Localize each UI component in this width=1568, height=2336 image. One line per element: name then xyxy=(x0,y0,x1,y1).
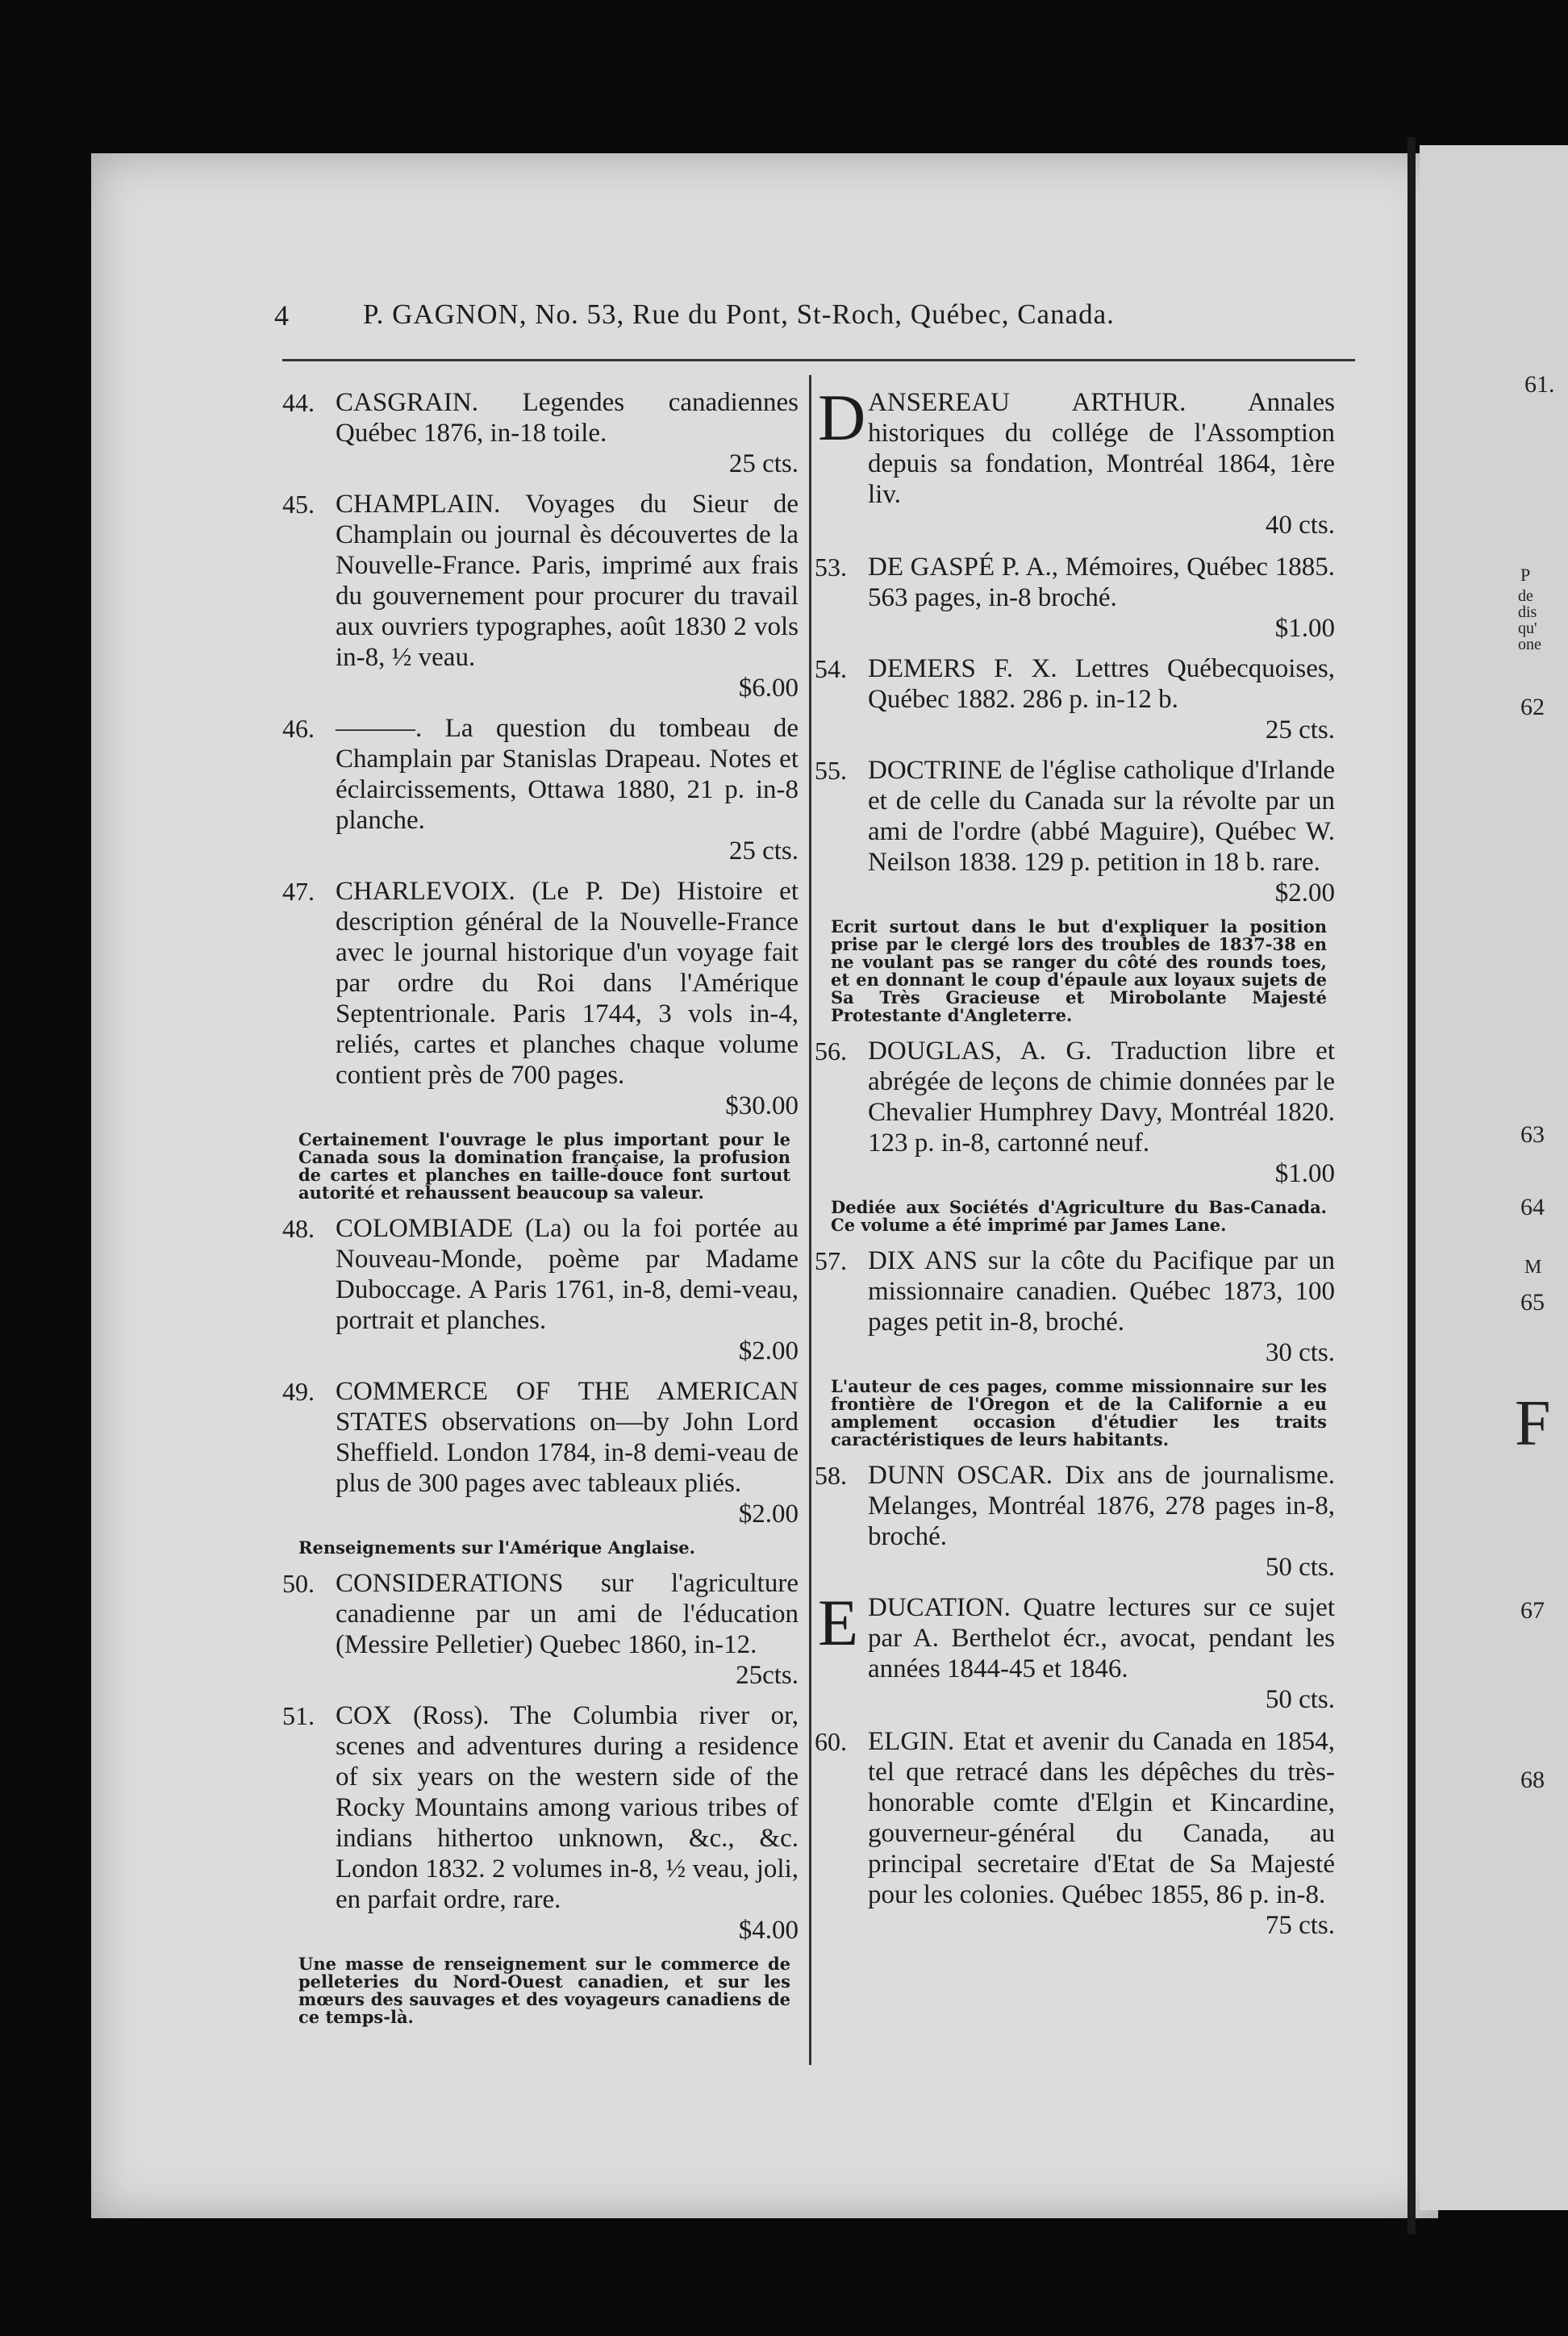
entry-number: 58. xyxy=(815,1461,847,1490)
entry-note: Une masse de renseignement sur le commerce de pelleteries du Nord-Ouest canadien, et sur les mœurs des sauvages et des voyageurs canadiens de ce temps-là. xyxy=(298,1954,790,2027)
entry-price: 25cts. xyxy=(736,1661,799,1690)
entry-text: CASGRAIN. Legendes canadiennes Québec 1876, in-18 toile. xyxy=(336,388,799,448)
fragment: 61. xyxy=(1524,371,1555,398)
entry-price: $2.00 xyxy=(738,1500,799,1529)
drop-cap: E xyxy=(818,1586,859,1659)
entry-number: 45. xyxy=(282,490,315,519)
entry-number: 44. xyxy=(282,388,315,417)
entry-price: 25 cts. xyxy=(728,449,799,478)
entry-text: COMMERCE OF THE AMERICAN STATES observations on—by John Lord Sheffield. London 1784, in-8 demi-veau de plus de 300 pages avec tableaux pliés. xyxy=(336,1377,799,1498)
entry-number: 55. xyxy=(815,756,847,785)
entry-text: DUCATION. Quatre lectures sur ce sujet par A. Berthelot écr., avocat, pendant les années 1844-45 et 1846. xyxy=(868,1593,1335,1683)
entry-number: 60. xyxy=(815,1727,847,1756)
entry-note: Renseignements sur l'Amérique Anglaise. xyxy=(298,1537,695,1558)
fragment: M xyxy=(1524,1257,1542,1278)
section-d-intro xyxy=(815,381,1335,540)
entry-text: COX (Ross). The Columbia river or, scenes and adventures during a residence of six years on the western side of the Rocky Mountains among various tribes of indians hithertoo unknown, &c., &c. London 1832. 2 volumes in-8, ½ veau, joli, en parfait ordre, rare. xyxy=(336,1701,799,1914)
entry-text: COLOMBIADE (La) ou la foi portée au Nouveau-Monde, poème par Madame Duboccage. A Paris 1761, in-8, demi-veau, portrait et planches. xyxy=(336,1214,799,1335)
entry-price: 25 cts. xyxy=(1265,715,1335,745)
catalog-entry xyxy=(282,387,799,479)
entry-text: DIX ANS sur la côte du Pacifique par un missionnaire canadien. Québec 1873, 100 pages petit in-8, broché. xyxy=(868,1246,1335,1337)
entry-text: CONSIDERATIONS sur l'agriculture canadienne par un ami de l'éducation (Messire Pelletier) Quebec 1860, in-12. xyxy=(336,1569,799,1659)
catalog-entry xyxy=(282,1376,799,1529)
fragment: one xyxy=(1518,636,1541,653)
entry-number: 46. xyxy=(282,714,315,743)
entry-number: 57. xyxy=(815,1246,847,1275)
catalog-entry xyxy=(282,713,799,866)
entry-number: 48. xyxy=(282,1214,315,1243)
column-divider xyxy=(809,375,811,2065)
adjacent-page-edge xyxy=(1420,145,1568,2210)
header-rule xyxy=(282,359,1355,361)
running-header: P. GAGNON, No. 53, Rue du Pont, St-Roch, Québec, Canada. xyxy=(363,298,1115,330)
catalog-entry xyxy=(815,1460,1335,1583)
catalog-entry xyxy=(815,1245,1335,1368)
fragment: P xyxy=(1520,565,1531,585)
entry-price: 40 cts. xyxy=(1265,511,1335,540)
entry-text: ———. La question du tombeau de Champlain par Stanislas Drapeau. Notes et éclaircissements, Ottawa 1880, 21 p. in-8 planche. xyxy=(336,714,799,835)
fragment: 64 xyxy=(1520,1194,1545,1220)
entry-price: $1.00 xyxy=(1274,614,1335,643)
entry-text: ELGIN. Etat et avenir du Canada en 1854, tel que retracé dans les dépêches du très-honorable comte d'Elgin et Kincardine, gouverneur-général du Canada, au principal secretaire d'Etat de Sa Majesté pour les colonies. Québec 1855, 86 p. in-8. xyxy=(868,1727,1335,1909)
entry-price: 75 cts. xyxy=(1265,1911,1335,1940)
entry-number: 49. xyxy=(282,1377,315,1406)
book-gutter xyxy=(1407,137,1416,2234)
entry-number: 51. xyxy=(282,1701,315,1730)
catalog-entry xyxy=(815,1726,1335,1941)
fragment: F xyxy=(1515,1388,1551,1459)
drop-cap: D xyxy=(818,381,866,454)
fragment: 65 xyxy=(1520,1289,1545,1316)
entry-number: 47. xyxy=(282,877,315,906)
entry-number: 56. xyxy=(815,1037,847,1066)
page-number: 4 xyxy=(274,299,289,332)
entry-price: 25 cts. xyxy=(728,836,799,866)
entry-price: $6.00 xyxy=(738,674,799,703)
entry-price: $30.00 xyxy=(725,1091,799,1120)
entry-text: DEMERS F. X. Lettres Québecquoises, Québec 1882. 286 p. in-12 b. xyxy=(868,654,1335,714)
catalog-entry xyxy=(815,755,1335,908)
entry-number: 50. xyxy=(282,1569,315,1598)
entry-text: CHAMPLAIN. Voyages du Sieur de Champlain ou journal ès découvertes de la Nouvelle-France. Paris, imprimé aux frais du gouvernement pour procurer du travail aux ouvriers typographes, août 1830 2 vols in-8, ½ veau. xyxy=(336,490,799,672)
entry-number: 54. xyxy=(815,654,847,683)
left-column xyxy=(282,387,799,2038)
fragment: de xyxy=(1518,587,1533,605)
entry-note: Ecrit surtout dans le but d'expliquer la position prise par le clergé lors des troubles de 1837-38 en ne voulant pas se ranger du côté des rounds toes, et en donnant le coup d'épaule aux loyaux sujets de Sa Très Gracieuse et Mirobolante Majesté Protestante d'Angleterre. xyxy=(831,916,1327,1025)
fragment: 67 xyxy=(1520,1597,1545,1624)
entry-price: $2.00 xyxy=(1274,878,1335,907)
entry-price: 50 cts. xyxy=(1265,1553,1335,1582)
entry-text: DOUGLAS, A. G. Traduction libre et abrégée de leçons de chimie données par le Chevalier Humphrey Davy, Montréal 1820. 123 p. in-8, cartonné neuf. xyxy=(868,1037,1335,1158)
fragment: 68 xyxy=(1520,1767,1545,1793)
entry-note: Dediée aux Sociétés d'Agriculture du Bas-Canada. Ce volume a été imprimé par James Lane. xyxy=(831,1197,1327,1235)
catalog-entry xyxy=(815,1036,1335,1189)
entry-note: Certainement l'ouvrage le plus important pour le Canada sous la domination française, la profusion de cartes et planches en taille-douce font surtout autorité et rehaussent beaucoup sa valeur. xyxy=(298,1129,790,1203)
section-e-intro xyxy=(815,1586,1335,1715)
fragment: 63 xyxy=(1520,1121,1545,1148)
entry-number: 53. xyxy=(815,553,847,582)
catalog-entry xyxy=(282,1568,799,1691)
catalog-entry xyxy=(282,489,799,703)
catalog-entry xyxy=(282,1700,799,1946)
entry-text: ANSEREAU ARTHUR. Annales historiques du collége de l'Assomption depuis sa fondation, Montréal 1864, 1ère liv. xyxy=(868,388,1335,509)
fragment: 62 xyxy=(1520,694,1545,720)
entry-text: CHARLEVOIX. (Le P. De) Histoire et description général de la Nouvelle-France avec le journal historique d'un voyage fait par ordre du Roi dans l'Amérique Septentrionale. Paris 1744, 3 vols in-4, reliés, cartes et planches chaque volume contient près de 700 pages. xyxy=(336,877,799,1090)
catalog-entry xyxy=(815,552,1335,644)
fragment: dis xyxy=(1518,603,1537,621)
entry-price: 50 cts. xyxy=(1265,1685,1335,1714)
entry-text: DUNN OSCAR. Dix ans de journalisme. Melanges, Montréal 1876, 278 pages in-8, broché. xyxy=(868,1461,1335,1551)
catalog-entry xyxy=(282,876,799,1121)
entry-price: $2.00 xyxy=(738,1337,799,1366)
catalog-entry xyxy=(815,653,1335,745)
entry-note: L'auteur de ces pages, comme missionnaire sur les frontière de l'Oregon et de la Californie a eu amplement occasion d'étudier les traits caractéristiques de leurs habitants. xyxy=(831,1376,1327,1450)
entry-price: 30 cts. xyxy=(1265,1338,1335,1367)
entry-text: DE GASPÉ P. A., Mémoires, Québec 1885. 563 pages, in-8 broché. xyxy=(868,553,1335,612)
entry-price: $1.00 xyxy=(1274,1159,1335,1188)
entry-price: $4.00 xyxy=(738,1916,799,1945)
right-column xyxy=(815,381,1335,1950)
fragment: qu' xyxy=(1518,619,1537,637)
entry-text: DOCTRINE de l'église catholique d'Irlande et de celle du Canada sur la révolte par un ami de l'ordre (abbé Maguire), Québec W. Neilson 1838. 129 p. petition in 18 b. rare. xyxy=(868,756,1335,877)
catalog-entry xyxy=(282,1213,799,1366)
